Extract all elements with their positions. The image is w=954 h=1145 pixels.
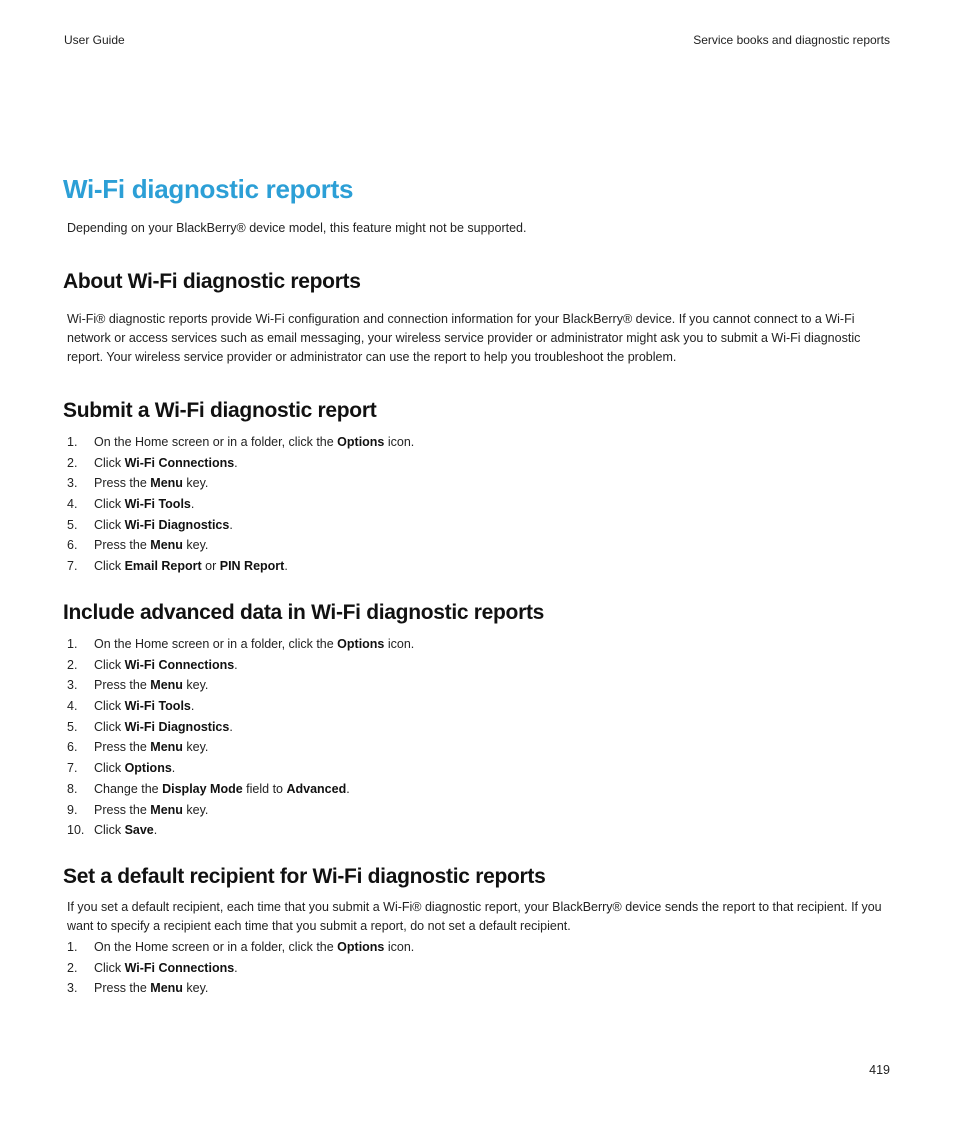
ui-term: PIN Report [219,559,285,574]
step-text: . [234,657,238,672]
step-text: . [153,823,158,838]
step-text: . [190,497,195,512]
step-text: icon. [384,940,415,954]
ui-term: Menu [150,802,183,817]
section-heading-submit: Submit a Wi-Fi diagnostic report [63,399,377,422]
ui-term: Display Mode [162,781,243,796]
ui-term: Menu [150,740,183,755]
recipient-paragraph: If you set a default recipient, each time that you submit a Wi-Fi® diagnostic report, your BlackBerry® device sends the report to that recipient. If you want to specify a recipient each time that you submit a report, do not set a default recipient. [67,900,882,933]
step-text: Press the [94,740,151,755]
step-text: Click [94,761,125,776]
ui-term: Wi-Fi Connections [124,657,235,672]
step-text: Press the [94,981,151,996]
ui-term: Wi-Fi Connections [124,455,235,470]
step-number: 4. [67,699,78,714]
ui-term: Menu [150,538,183,553]
step-text: Click [94,960,125,975]
ui-term: Wi-Fi Tools [124,497,191,512]
step-text: key. [182,476,209,491]
step-number: 6. [67,538,78,553]
step-text: Press the [94,802,151,817]
step-number: 7. [67,761,78,776]
section-heading-advanced: Include advanced data in Wi-Fi diagnostic reports [63,601,545,624]
step-number: 3. [67,981,78,996]
list-item [67,634,414,655]
step-text: . [229,517,233,532]
step-text: Click [94,699,125,714]
ui-term: Options [337,435,385,449]
step-text: . [229,719,233,734]
step-text: Change the [94,781,163,796]
page-number: 419 [869,1063,890,1077]
about-paragraph: Wi-Fi® diagnostic reports provide Wi-Fi configuration and connection information for your BlackBerry® device. If you cannot connect to a Wi-Fi network or access services such as email messaging, your wireless service provider or administrator might ask you to submit a Wi-Fi diagnostic report. Your wireless service provider or administrator can use the report to help you troubleshoot the problem. [67,312,861,364]
step-text: On the Home screen or in a folder, click the [94,637,338,651]
step-text: Click [94,517,125,532]
step-text: Click [94,559,125,574]
ui-term: Wi-Fi Connections [124,960,235,975]
step-text: key. [182,678,209,693]
list-item [67,800,414,821]
ui-term: Save [124,823,154,838]
step-number: 7. [67,559,78,574]
step-text: Click [94,657,125,672]
list-item [67,758,414,779]
step-number: 4. [67,497,78,512]
ui-term: Options [337,637,385,651]
ui-term: Wi-Fi Diagnostics [124,719,230,734]
running-header-right: Service books and diagnostic reports [693,33,890,47]
step-number: 6. [67,740,78,755]
step-number: 5. [67,719,78,734]
step-number: 3. [67,678,78,693]
list-item [67,535,414,556]
step-text: . [234,455,238,470]
advanced-steps-list [67,634,414,841]
step-text: Press the [94,538,151,553]
step-text: . [346,781,350,796]
ui-term: Email Report [124,559,202,574]
step-number: 2. [67,960,78,975]
step-number: 1. [67,940,78,954]
list-item [67,655,414,676]
step-text: icon. [384,637,415,651]
ui-term: Wi-Fi Diagnostics [124,517,230,532]
running-header-left: User Guide [64,33,125,47]
recipient-steps-list [67,937,414,999]
ui-term: Advanced [286,781,347,796]
list-item [67,675,414,696]
ui-term: Options [337,940,385,954]
step-number: 1. [67,637,78,651]
step-text: . [234,960,238,975]
ui-term: Menu [150,476,183,491]
step-text: Press the [94,476,151,491]
step-text: Click [94,823,125,838]
list-item [67,958,414,979]
list-item [67,556,414,577]
ui-term: Options [124,761,172,776]
step-text: Press the [94,678,151,693]
list-item [67,515,414,536]
step-number: 5. [67,517,78,532]
ui-term: Wi-Fi Tools [124,699,191,714]
step-number: 2. [67,455,78,470]
section-heading-about: About Wi-Fi diagnostic reports [63,270,361,293]
step-text: On the Home screen or in a folder, click the [94,940,338,954]
list-item [67,937,414,958]
list-item [67,696,414,717]
list-item [67,717,414,738]
section-heading-recipient: Set a default recipient for Wi-Fi diagnostic reports [63,865,546,888]
list-item [67,432,414,453]
list-item [67,820,414,841]
step-text: On the Home screen or in a folder, click the [94,435,338,449]
list-item [67,978,414,999]
step-text: field to [242,781,287,796]
list-item [67,779,414,800]
step-text: or [201,559,220,574]
step-number: 9. [67,802,78,817]
step-text: key. [182,538,209,553]
ui-term: Menu [150,678,183,693]
step-text: Click [94,497,125,512]
submit-steps-list [67,432,414,577]
list-item [67,737,414,758]
step-text: Click [94,719,125,734]
step-number: 3. [67,476,78,491]
step-text: . [171,761,176,776]
step-text: . [190,699,195,714]
list-item [67,473,414,494]
ui-term: Menu [150,981,183,996]
step-text: . [284,559,288,574]
step-text: key. [182,981,209,996]
step-text: icon. [384,435,415,449]
step-text: Click [94,455,125,470]
step-number: 10. [67,823,85,838]
step-text: key. [182,802,209,817]
step-number: 2. [67,657,78,672]
list-item [67,494,414,515]
list-item [67,453,414,474]
intro-note: Depending on your BlackBerry® device model, this feature might not be supported. [67,221,527,235]
step-number: 8. [67,781,78,796]
step-number: 1. [67,435,78,449]
page-title: Wi-Fi diagnostic reports [63,174,354,204]
step-text: key. [182,740,209,755]
